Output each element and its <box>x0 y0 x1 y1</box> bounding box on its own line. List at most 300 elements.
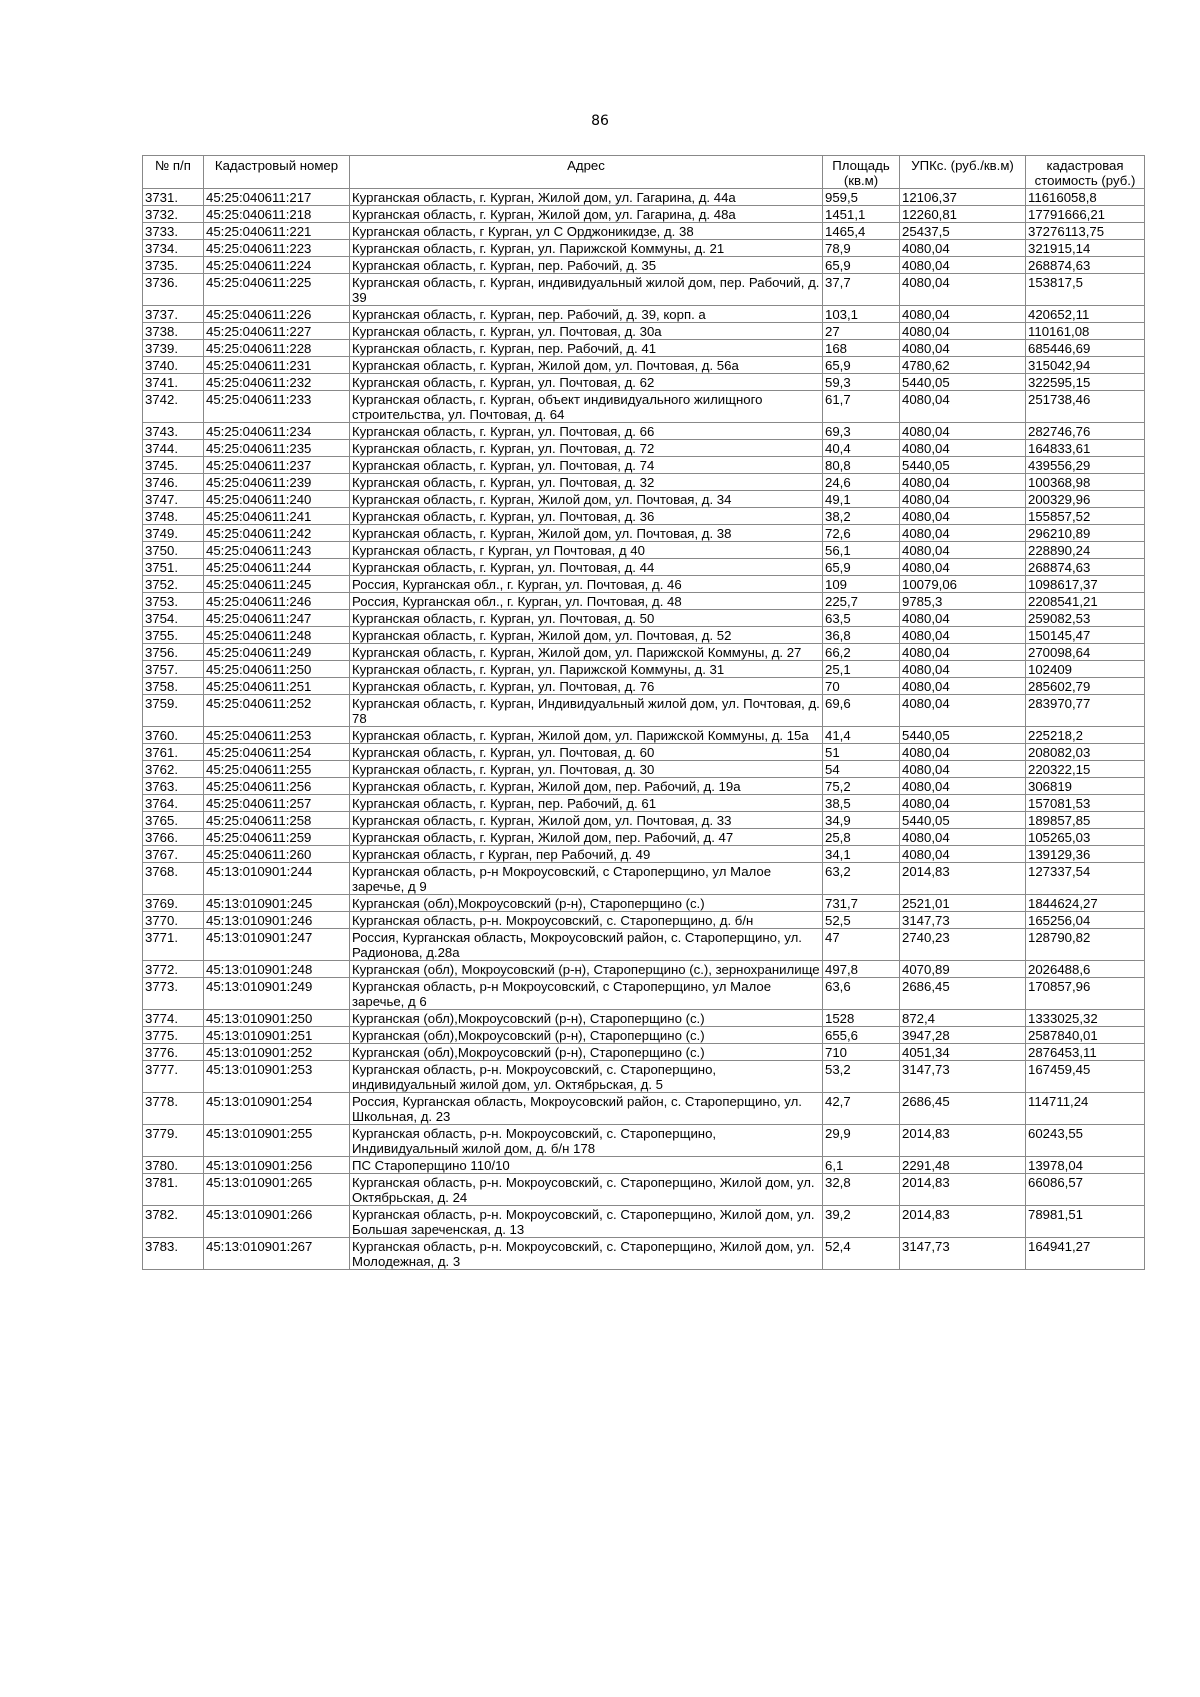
upks: 4080,04 <box>900 627 1026 644</box>
row-number: 3761. <box>143 744 204 761</box>
upks: 4080,04 <box>900 559 1026 576</box>
cadastral-number: 45:25:040611:233 <box>204 391 350 423</box>
cadastral-value: 155857,52 <box>1026 508 1145 525</box>
table-row <box>143 627 1145 644</box>
table-row <box>143 593 1145 610</box>
area: 39,2 <box>823 1206 900 1238</box>
upks: 4080,04 <box>900 274 1026 306</box>
address: Курганская (обл),Мокроусовский (р-н), Староперщино (с.) <box>350 895 823 912</box>
area: 80,8 <box>823 457 900 474</box>
row-number: 3759. <box>143 695 204 727</box>
upks: 4080,04 <box>900 474 1026 491</box>
row-number: 3738. <box>143 323 204 340</box>
table-header-row <box>143 156 1145 189</box>
address: Курганская область, г. Курган, пер. Рабочий, д. 41 <box>350 340 823 357</box>
address: Курганская область, г. Курган, ул. Почтовая, д. 72 <box>350 440 823 457</box>
upks: 4080,04 <box>900 610 1026 627</box>
address: Курганская (обл),Мокроусовский (р-н), Староперщино (с.) <box>350 1027 823 1044</box>
upks: 4080,04 <box>900 257 1026 274</box>
address: Курганская область, г. Курган, объект индивидуального жилищного строительства, ул. Почтовая, д. 64 <box>350 391 823 423</box>
cadastral-value: 100368,98 <box>1026 474 1145 491</box>
row-number: 3750. <box>143 542 204 559</box>
cadastral-number: 45:25:040611:228 <box>204 340 350 357</box>
upks: 4080,04 <box>900 323 1026 340</box>
cadastral-number: 45:25:040611:250 <box>204 661 350 678</box>
table-row <box>143 206 1145 223</box>
cadastral-value: 102409 <box>1026 661 1145 678</box>
cadastral-number: 45:13:010901:267 <box>204 1238 350 1270</box>
cadastral-value: 114711,24 <box>1026 1093 1145 1125</box>
cadastral-value: 78981,51 <box>1026 1206 1145 1238</box>
cadastral-number: 45:13:010901:250 <box>204 1010 350 1027</box>
address: Курганская область, г. Курган, ул. Почтовая, д. 60 <box>350 744 823 761</box>
upks: 4780,62 <box>900 357 1026 374</box>
table-row <box>143 644 1145 661</box>
upks: 2014,83 <box>900 1206 1026 1238</box>
cadastral-value: 259082,53 <box>1026 610 1145 627</box>
area: 34,1 <box>823 846 900 863</box>
row-number: 3770. <box>143 912 204 929</box>
area: 25,8 <box>823 829 900 846</box>
cadastral-number: 45:13:010901:254 <box>204 1093 350 1125</box>
row-number: 3762. <box>143 761 204 778</box>
cadastral-value: 139129,36 <box>1026 846 1145 863</box>
cadastral-number: 45:25:040611:227 <box>204 323 350 340</box>
upks: 4080,04 <box>900 491 1026 508</box>
table-row <box>143 895 1145 912</box>
address: Россия, Курганская обл., г. Курган, ул. Почтовая, д. 48 <box>350 593 823 610</box>
cadastral-number: 45:25:040611:251 <box>204 678 350 695</box>
cadastral-value: 228890,24 <box>1026 542 1145 559</box>
row-number: 3737. <box>143 306 204 323</box>
cadastral-number: 45:25:040611:258 <box>204 812 350 829</box>
address: Курганская (обл),Мокроусовский (р-н), Староперщино (с.) <box>350 1010 823 1027</box>
address: Курганская область, г. Курган, ул. Почтовая, д. 36 <box>350 508 823 525</box>
cadastral-value: 322595,15 <box>1026 374 1145 391</box>
row-number: 3763. <box>143 778 204 795</box>
area: 51 <box>823 744 900 761</box>
address: Курганская область, г. Курган, Жилой дом, пер. Рабочий, д. 47 <box>350 829 823 846</box>
upks: 4080,04 <box>900 240 1026 257</box>
cadastral-value: 127337,54 <box>1026 863 1145 895</box>
cadastral-value: 165256,04 <box>1026 912 1145 929</box>
row-number: 3751. <box>143 559 204 576</box>
cadastral-value: 1098617,37 <box>1026 576 1145 593</box>
cadastral-number: 45:25:040611:231 <box>204 357 350 374</box>
area: 40,4 <box>823 440 900 457</box>
area: 655,6 <box>823 1027 900 1044</box>
area: 63,6 <box>823 978 900 1010</box>
cadastral-number: 45:25:040611:224 <box>204 257 350 274</box>
area: 497,8 <box>823 961 900 978</box>
address: Курганская область, г. Курган, Жилой дом, ул. Почтовая, д. 52 <box>350 627 823 644</box>
table-body <box>143 189 1145 1270</box>
address: ПС Староперщино 110/10 <box>350 1157 823 1174</box>
row-number: 3777. <box>143 1061 204 1093</box>
cadastral-value: 200329,96 <box>1026 491 1145 508</box>
address: Курганская область, г. Курган, Жилой дом, ул. Парижской Коммуны, д. 15а <box>350 727 823 744</box>
cadastral-number: 45:25:040611:260 <box>204 846 350 863</box>
table-row <box>143 1125 1145 1157</box>
table-row <box>143 678 1145 695</box>
cadastral-number: 45:25:040611:239 <box>204 474 350 491</box>
area: 225,7 <box>823 593 900 610</box>
upks: 12260,81 <box>900 206 1026 223</box>
area: 41,4 <box>823 727 900 744</box>
header-cadastral-number: Кадастровый номер <box>204 156 350 189</box>
area: 1528 <box>823 1010 900 1027</box>
table-row <box>143 357 1145 374</box>
address: Курганская область, г Курган, ул С Орджоникидзе, д. 38 <box>350 223 823 240</box>
cadastral-number: 45:25:040611:217 <box>204 189 350 206</box>
upks: 4080,04 <box>900 795 1026 812</box>
upks: 3947,28 <box>900 1027 1026 1044</box>
cadastral-value: 251738,46 <box>1026 391 1145 423</box>
table-row <box>143 1206 1145 1238</box>
cadastral-number: 45:13:010901:252 <box>204 1044 350 1061</box>
cadastral-number: 45:25:040611:257 <box>204 795 350 812</box>
address: Курганская область, р-н. Мокроусовский, с. Староперщино, Индивидуальный жилой дом, д. б/н 178 <box>350 1125 823 1157</box>
table-row <box>143 846 1145 863</box>
address: Курганская область, г. Курган, Жилой дом, пер. Рабочий, д. 19а <box>350 778 823 795</box>
table-row <box>143 1010 1145 1027</box>
row-number: 3765. <box>143 812 204 829</box>
cadastral-number: 45:25:040611:242 <box>204 525 350 542</box>
row-number: 3768. <box>143 863 204 895</box>
address: Курганская область, г. Курган, ул. Почтовая, д. 74 <box>350 457 823 474</box>
cadastral-value: 13978,04 <box>1026 1157 1145 1174</box>
row-number: 3735. <box>143 257 204 274</box>
area: 78,9 <box>823 240 900 257</box>
cadastral-value: 66086,57 <box>1026 1174 1145 1206</box>
header-cadastral-value: кадастровая стоимость (руб.) <box>1026 156 1145 189</box>
area: 29,9 <box>823 1125 900 1157</box>
area: 42,7 <box>823 1093 900 1125</box>
cadastral-number: 45:25:040611:234 <box>204 423 350 440</box>
cadastral-value: 11616058,8 <box>1026 189 1145 206</box>
cadastral-value: 220322,15 <box>1026 761 1145 778</box>
cadastral-number: 45:25:040611:226 <box>204 306 350 323</box>
cadastral-number: 45:13:010901:266 <box>204 1206 350 1238</box>
area: 65,9 <box>823 559 900 576</box>
upks: 4080,04 <box>900 440 1026 457</box>
cadastral-number: 45:13:010901:248 <box>204 961 350 978</box>
table-row <box>143 778 1145 795</box>
row-number: 3780. <box>143 1157 204 1174</box>
upks: 4080,04 <box>900 829 1026 846</box>
header-number: № п/п <box>143 156 204 189</box>
row-number: 3778. <box>143 1093 204 1125</box>
cadastral-number: 45:25:040611:256 <box>204 778 350 795</box>
row-number: 3754. <box>143 610 204 627</box>
row-number: 3760. <box>143 727 204 744</box>
cadastral-value: 167459,45 <box>1026 1061 1145 1093</box>
table-row <box>143 863 1145 895</box>
page-number: 86 <box>591 113 609 129</box>
table-row <box>143 457 1145 474</box>
cadastral-number: 45:25:040611:252 <box>204 695 350 727</box>
upks: 4080,04 <box>900 644 1026 661</box>
row-number: 3781. <box>143 1174 204 1206</box>
upks: 872,4 <box>900 1010 1026 1027</box>
table-row <box>143 257 1145 274</box>
upks: 4051,34 <box>900 1044 1026 1061</box>
cadastral-value: 170857,96 <box>1026 978 1145 1010</box>
area: 70 <box>823 678 900 695</box>
row-number: 3782. <box>143 1206 204 1238</box>
upks: 2014,83 <box>900 1174 1026 1206</box>
row-number: 3779. <box>143 1125 204 1157</box>
table-row <box>143 391 1145 423</box>
upks: 4080,04 <box>900 744 1026 761</box>
cadastral-number: 45:25:040611:254 <box>204 744 350 761</box>
address: Курганская область, г. Курган, пер. Рабочий, д. 35 <box>350 257 823 274</box>
area: 168 <box>823 340 900 357</box>
area: 959,5 <box>823 189 900 206</box>
row-number: 3747. <box>143 491 204 508</box>
address: Курганская область, г. Курган, пер. Рабочий, д. 61 <box>350 795 823 812</box>
address: Курганская область, р-н Мокроусовский, с Староперщино, ул Малое заречье, д 9 <box>350 863 823 895</box>
cadastral-value: 439556,29 <box>1026 457 1145 474</box>
address: Курганская область, г. Курган, Жилой дом, ул. Почтовая, д. 34 <box>350 491 823 508</box>
address: Курганская область, р-н. Мокроусовский, с. Староперщино, д. б/н <box>350 912 823 929</box>
area: 53,2 <box>823 1061 900 1093</box>
cadastral-number: 45:25:040611:245 <box>204 576 350 593</box>
upks: 4080,04 <box>900 661 1026 678</box>
row-number: 3771. <box>143 929 204 961</box>
row-number: 3741. <box>143 374 204 391</box>
cadastral-number: 45:13:010901:246 <box>204 912 350 929</box>
cadastral-value: 321915,14 <box>1026 240 1145 257</box>
address: Курганская область, р-н Мокроусовский, с Староперщино, ул Малое заречье, д 6 <box>350 978 823 1010</box>
upks: 4080,04 <box>900 391 1026 423</box>
upks: 25437,5 <box>900 223 1026 240</box>
area: 34,9 <box>823 812 900 829</box>
row-number: 3745. <box>143 457 204 474</box>
cadastral-number: 45:25:040611:248 <box>204 627 350 644</box>
table-row <box>143 223 1145 240</box>
upks: 2291,48 <box>900 1157 1026 1174</box>
row-number: 3769. <box>143 895 204 912</box>
cadastral-number: 45:13:010901:265 <box>204 1174 350 1206</box>
cadastral-number: 45:13:010901:256 <box>204 1157 350 1174</box>
row-number: 3740. <box>143 357 204 374</box>
cadastral-value: 285602,79 <box>1026 678 1145 695</box>
upks: 10079,06 <box>900 576 1026 593</box>
upks: 3147,73 <box>900 1061 1026 1093</box>
header-address: Адрес <box>350 156 823 189</box>
cadastral-number: 45:25:040611:259 <box>204 829 350 846</box>
table-row <box>143 795 1145 812</box>
address: Курганская (обл),Мокроусовский (р-н), Староперщино (с.) <box>350 1044 823 1061</box>
area: 37,7 <box>823 274 900 306</box>
row-number: 3755. <box>143 627 204 644</box>
cadastral-number: 45:13:010901:255 <box>204 1125 350 1157</box>
area: 32,8 <box>823 1174 900 1206</box>
upks: 4080,04 <box>900 306 1026 323</box>
table-row <box>143 374 1145 391</box>
cadastral-value: 164833,61 <box>1026 440 1145 457</box>
cadastral-value: 282746,76 <box>1026 423 1145 440</box>
upks: 5440,05 <box>900 812 1026 829</box>
row-number: 3744. <box>143 440 204 457</box>
address: Курганская область, г. Курган, Жилой дом, ул. Парижской Коммуны, д. 27 <box>350 644 823 661</box>
table-row <box>143 829 1145 846</box>
cadastral-number: 45:25:040611:225 <box>204 274 350 306</box>
table-row <box>143 1044 1145 1061</box>
cadastral-number: 45:13:010901:245 <box>204 895 350 912</box>
row-number: 3732. <box>143 206 204 223</box>
area: 1465,4 <box>823 223 900 240</box>
upks: 4080,04 <box>900 778 1026 795</box>
address: Курганская область, р-н. Мокроусовский, с. Староперщино, Жилой дом, ул. Молодежная, д. 3 <box>350 1238 823 1270</box>
area: 61,7 <box>823 391 900 423</box>
address: Курганская область, г. Курган, ул. Почтовая, д. 62 <box>350 374 823 391</box>
table-row <box>143 1238 1145 1270</box>
area: 27 <box>823 323 900 340</box>
cadastral-number: 45:25:040611:232 <box>204 374 350 391</box>
upks: 2014,83 <box>900 863 1026 895</box>
cadastral-value: 2587840,01 <box>1026 1027 1145 1044</box>
table-row <box>143 576 1145 593</box>
row-number: 3756. <box>143 644 204 661</box>
area: 38,5 <box>823 795 900 812</box>
area: 72,6 <box>823 525 900 542</box>
cadastral-number: 45:13:010901:251 <box>204 1027 350 1044</box>
cadastral-value: 208082,03 <box>1026 744 1145 761</box>
row-number: 3776. <box>143 1044 204 1061</box>
cadastral-number: 45:25:040611:253 <box>204 727 350 744</box>
upks: 2686,45 <box>900 1093 1026 1125</box>
cadastral-number: 45:13:010901:244 <box>204 863 350 895</box>
cadastral-value: 110161,08 <box>1026 323 1145 340</box>
cadastral-number: 45:25:040611:249 <box>204 644 350 661</box>
upks: 2686,45 <box>900 978 1026 1010</box>
table-row <box>143 912 1145 929</box>
upks: 5440,05 <box>900 374 1026 391</box>
cadastral-number: 45:13:010901:253 <box>204 1061 350 1093</box>
address: Курганская область, г. Курган, Жилой дом, ул. Гагарина, д. 48а <box>350 206 823 223</box>
address: Курганская область, г. Курган, ул. Почтовая, д. 44 <box>350 559 823 576</box>
upks: 4080,04 <box>900 846 1026 863</box>
cadastral-value: 306819 <box>1026 778 1145 795</box>
area: 52,5 <box>823 912 900 929</box>
table-row <box>143 423 1145 440</box>
table-row <box>143 508 1145 525</box>
table-row <box>143 274 1145 306</box>
row-number: 3783. <box>143 1238 204 1270</box>
area: 54 <box>823 761 900 778</box>
upks: 4080,04 <box>900 340 1026 357</box>
table-row <box>143 1157 1145 1174</box>
address: Курганская область, г Курган, пер Рабочий, д. 49 <box>350 846 823 863</box>
area: 69,6 <box>823 695 900 727</box>
table-row <box>143 542 1145 559</box>
upks: 4080,04 <box>900 508 1026 525</box>
upks: 4080,04 <box>900 678 1026 695</box>
area: 731,7 <box>823 895 900 912</box>
row-number: 3774. <box>143 1010 204 1027</box>
area: 25,1 <box>823 661 900 678</box>
cadastral-value: 105265,03 <box>1026 829 1145 846</box>
cadastral-value: 189857,85 <box>1026 812 1145 829</box>
row-number: 3766. <box>143 829 204 846</box>
area: 710 <box>823 1044 900 1061</box>
upks: 2740,23 <box>900 929 1026 961</box>
cadastral-value: 315042,94 <box>1026 357 1145 374</box>
cadastral-value: 225218,2 <box>1026 727 1145 744</box>
area: 49,1 <box>823 491 900 508</box>
table-row <box>143 189 1145 206</box>
cadastral-value: 2026488,6 <box>1026 961 1145 978</box>
row-number: 3739. <box>143 340 204 357</box>
table-row <box>143 559 1145 576</box>
area: 24,6 <box>823 474 900 491</box>
upks: 5440,05 <box>900 727 1026 744</box>
row-number: 3746. <box>143 474 204 491</box>
area: 36,8 <box>823 627 900 644</box>
cadastral-number: 45:13:010901:249 <box>204 978 350 1010</box>
cadastral-value: 268874,63 <box>1026 559 1145 576</box>
upks: 4080,04 <box>900 761 1026 778</box>
address: Курганская область, г. Курган, ул. Парижской Коммуны, д. 31 <box>350 661 823 678</box>
cadastral-value: 1844624,27 <box>1026 895 1145 912</box>
row-number: 3736. <box>143 274 204 306</box>
area: 63,2 <box>823 863 900 895</box>
cadastral-number: 45:25:040611:247 <box>204 610 350 627</box>
table-row <box>143 727 1145 744</box>
table-row <box>143 306 1145 323</box>
area: 38,2 <box>823 508 900 525</box>
row-number: 3752. <box>143 576 204 593</box>
table-row <box>143 961 1145 978</box>
cadastral-number: 45:25:040611:235 <box>204 440 350 457</box>
cadastral-number: 45:25:040611:221 <box>204 223 350 240</box>
area: 47 <box>823 929 900 961</box>
address: Курганская область, г. Курган, Жилой дом, ул. Почтовая, д. 33 <box>350 812 823 829</box>
table-row <box>143 474 1145 491</box>
cadastral-number: 45:13:010901:247 <box>204 929 350 961</box>
cadastral-value: 153817,5 <box>1026 274 1145 306</box>
address: Россия, Курганская область, Мокроусовский район, с. Староперщино, ул. Школьная, д. 23 <box>350 1093 823 1125</box>
address: Курганская область, г. Курган, Жилой дом, ул. Почтовая, д. 38 <box>350 525 823 542</box>
row-number: 3749. <box>143 525 204 542</box>
table-row <box>143 978 1145 1010</box>
area: 1451,1 <box>823 206 900 223</box>
table-row <box>143 440 1145 457</box>
row-number: 3733. <box>143 223 204 240</box>
area: 59,3 <box>823 374 900 391</box>
table-row <box>143 695 1145 727</box>
cadastral-number: 45:25:040611:218 <box>204 206 350 223</box>
address: Курганская область, г. Курган, ул. Почтовая, д. 30а <box>350 323 823 340</box>
table-row <box>143 812 1145 829</box>
cadastral-value: 164941,27 <box>1026 1238 1145 1270</box>
cadastral-number: 45:25:040611:237 <box>204 457 350 474</box>
address: Курганская (обл), Мокроусовский (р-н), Староперщино (с.), зернохранилище <box>350 961 823 978</box>
cadastral-value: 2876453,11 <box>1026 1044 1145 1061</box>
cadastral-value: 37276113,75 <box>1026 223 1145 240</box>
cadastral-number: 45:25:040611:246 <box>204 593 350 610</box>
area: 69,3 <box>823 423 900 440</box>
cadastral-number: 45:25:040611:243 <box>204 542 350 559</box>
table-row <box>143 1027 1145 1044</box>
cadastral-value: 1333025,32 <box>1026 1010 1145 1027</box>
area: 6,1 <box>823 1157 900 1174</box>
cadastral-value: 685446,69 <box>1026 340 1145 357</box>
area: 63,5 <box>823 610 900 627</box>
area: 65,9 <box>823 357 900 374</box>
